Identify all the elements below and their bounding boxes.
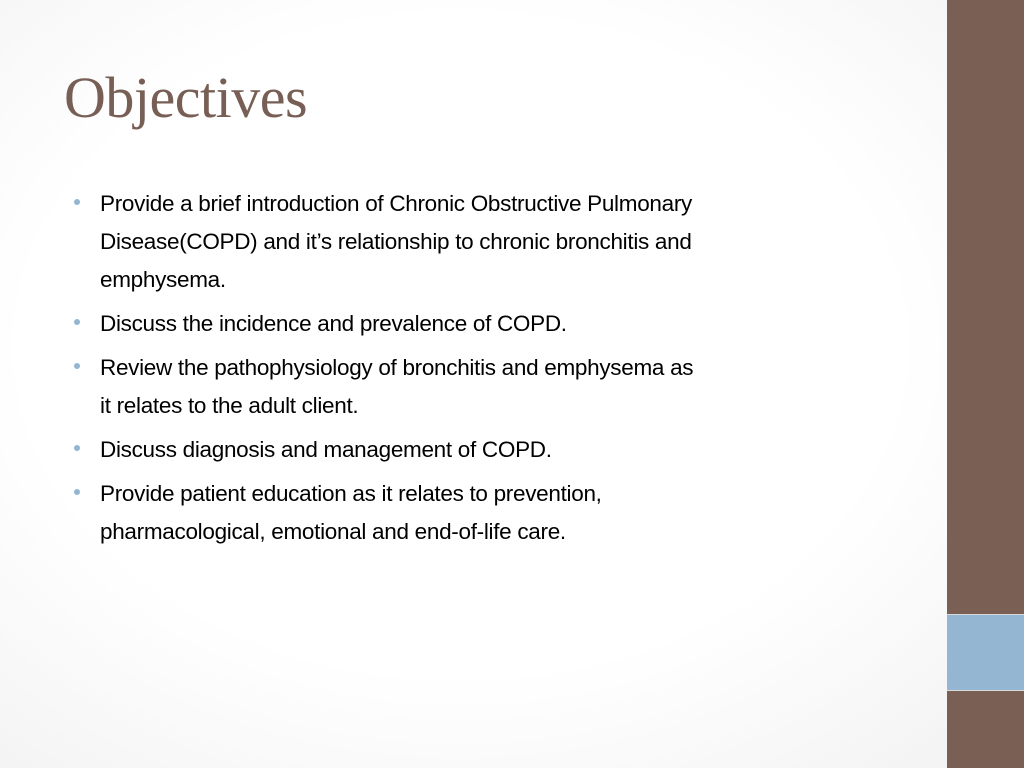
bullet-icon: [74, 319, 80, 325]
bullet-icon: [74, 363, 80, 369]
bullet-icon: [74, 445, 80, 451]
list-item: [74, 305, 904, 343]
list-item: [74, 475, 904, 551]
accent-band: [947, 614, 1024, 691]
bullet-text: emphysema.: [100, 267, 226, 292]
slide-title: Objectives: [64, 65, 308, 130]
bullet-icon: [74, 199, 80, 205]
objectives-list: [74, 185, 904, 557]
bullet-icon: [74, 489, 80, 495]
bullet-text: it relates to the adult client.: [100, 393, 359, 418]
list-item: [74, 349, 904, 425]
bullet-text: Provide patient education as it relates to prevention,: [100, 481, 602, 506]
bullet-text: Discuss diagnosis and management of COPD.: [100, 437, 552, 462]
bullet-text: Discuss the incidence and prevalence of COPD.: [100, 311, 567, 336]
bullet-text: Disease(COPD) and it’s relationship to chronic bronchitis and: [100, 229, 692, 254]
list-item: [74, 431, 904, 469]
list-item: [74, 185, 904, 299]
bullet-text: pharmacological, emotional and end-of-life care.: [100, 519, 566, 544]
bullet-text: Provide a brief introduction of Chronic Obstructive Pulmonary: [100, 191, 692, 216]
bullet-text: Review the pathophysiology of bronchitis and emphysema as: [100, 355, 694, 380]
